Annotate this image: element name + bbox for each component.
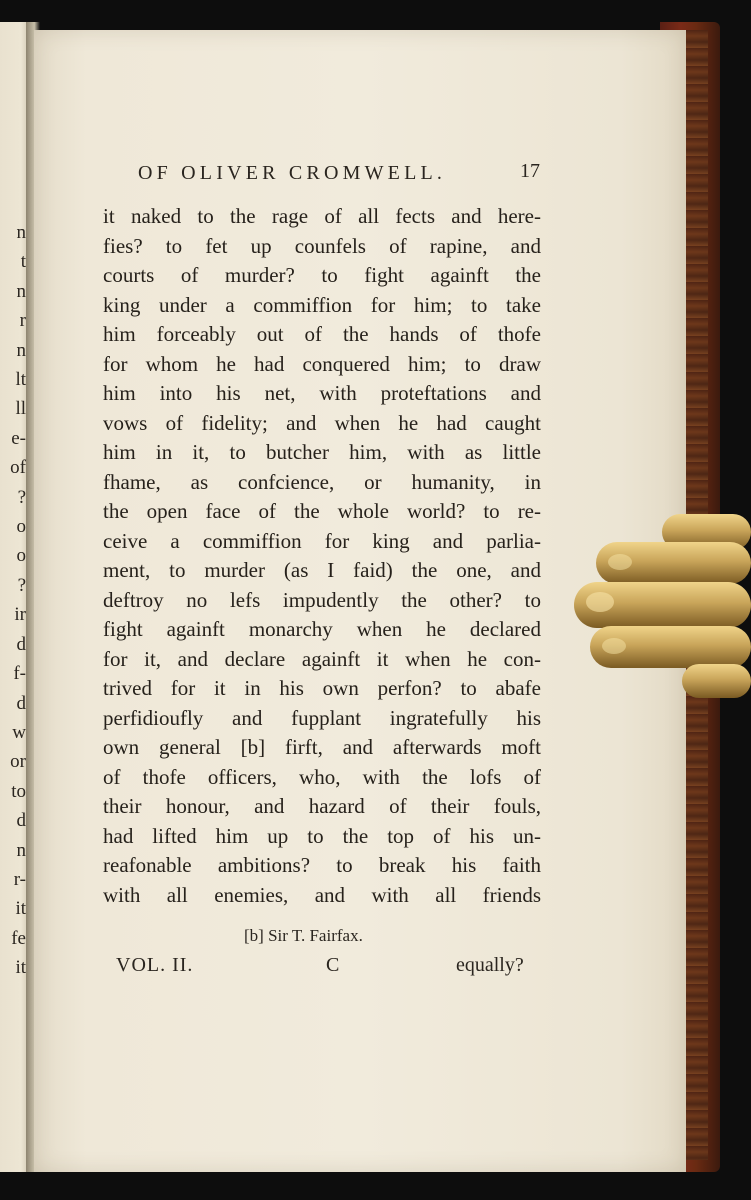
left-page-fragment: d <box>16 692 26 714</box>
text-line: fies? to fet up counfels of rapine, and <box>103 233 541 258</box>
left-page-text-fragments <box>0 218 26 983</box>
text-line: own general [b] firft, and afterwards moft <box>103 735 541 759</box>
text-line: the open face of the whole world? to re- <box>103 499 541 523</box>
text-line: perfidioufly and fupplant ingratefully his <box>103 705 541 730</box>
left-page-fragment: f- <box>13 663 26 685</box>
left-page-fragment: n <box>16 280 26 302</box>
text-line: reafonable ambitions? to break his faith <box>103 853 541 877</box>
text-line: with all enemies, and with all friends <box>103 882 541 907</box>
catchword: equally? <box>456 954 524 976</box>
text-line: their honour, and hazard of their fouls, <box>103 794 541 818</box>
text-line: fight againft monarchy when he declared <box>103 617 541 641</box>
left-page-fragment: n <box>16 222 26 243</box>
left-page-fragment: o <box>16 516 26 538</box>
left-page-fragment: w <box>12 721 26 743</box>
brass-hand-clip-icon <box>570 510 751 700</box>
left-page-fragment: ? <box>17 486 26 508</box>
left-page-fragment: it <box>15 898 26 920</box>
left-page-fragment: o <box>16 545 26 567</box>
left-page-fragment: lt <box>15 369 26 391</box>
left-page-fragment: ? <box>17 574 26 596</box>
left-page-fragment: or <box>10 751 26 773</box>
left-page-fragment: to <box>11 780 26 802</box>
text-line: for it, and declare againft it when he con- <box>103 646 541 671</box>
text-line: courts of murder? to fight againft the <box>103 263 541 287</box>
text-line: ment, to murder (as I faid) the one, and <box>103 558 541 582</box>
text-line: deftroy no lefs impudently the other? to <box>103 587 541 612</box>
text-line: it naked to the rage of all fects and here- <box>103 204 541 228</box>
left-page-fragment: of <box>10 457 26 479</box>
left-page-fragment: it <box>15 957 26 979</box>
volume-signature: VOL. II. <box>116 954 194 976</box>
left-page-fragment: r- <box>13 868 26 890</box>
left-page-fragment: ll <box>15 398 26 420</box>
left-page-fragment: r <box>19 310 26 332</box>
left-page-fragment: fe <box>11 927 26 949</box>
text-line: him into his net, with proteftations and <box>103 381 541 405</box>
text-line: vows of fidelity; and when he had caught <box>103 410 541 435</box>
left-page-fragment: n <box>16 339 26 361</box>
left-page-fragment: d <box>16 810 26 832</box>
text-line: ceive a commiffion for king and parlia- <box>103 528 541 553</box>
left-page-fragment: d <box>16 633 26 655</box>
text-line: fhame, as confcience, or humanity, in <box>103 469 541 494</box>
left-page-fragment: t <box>20 251 26 273</box>
left-page-fragment: n <box>16 839 26 861</box>
text-line: trived for it in his own perfon? to abafe <box>103 676 541 700</box>
text-line: king under a commiffion for him; to take <box>103 292 541 317</box>
left-page-fragment: ir <box>14 604 26 626</box>
body-text <box>103 202 541 910</box>
text-line: him forceably out of the hands of thofe <box>103 322 541 346</box>
page-number: 17 <box>520 160 540 182</box>
text-line: for whom he had conquered him; to draw <box>103 351 541 376</box>
text-line: him in it, to butcher him, with as little <box>103 440 541 464</box>
signature-letter: C <box>326 954 340 976</box>
left-page-fragment: e- <box>11 427 26 449</box>
text-line: had lifted him up to the top of his un- <box>103 823 541 848</box>
running-head: OF OLIVER CROMWELL. <box>138 162 447 184</box>
text-line: of thofe officers, who, with the lofs of <box>103 764 541 789</box>
footnote: [b] Sir T. Fairfax. <box>244 926 363 945</box>
